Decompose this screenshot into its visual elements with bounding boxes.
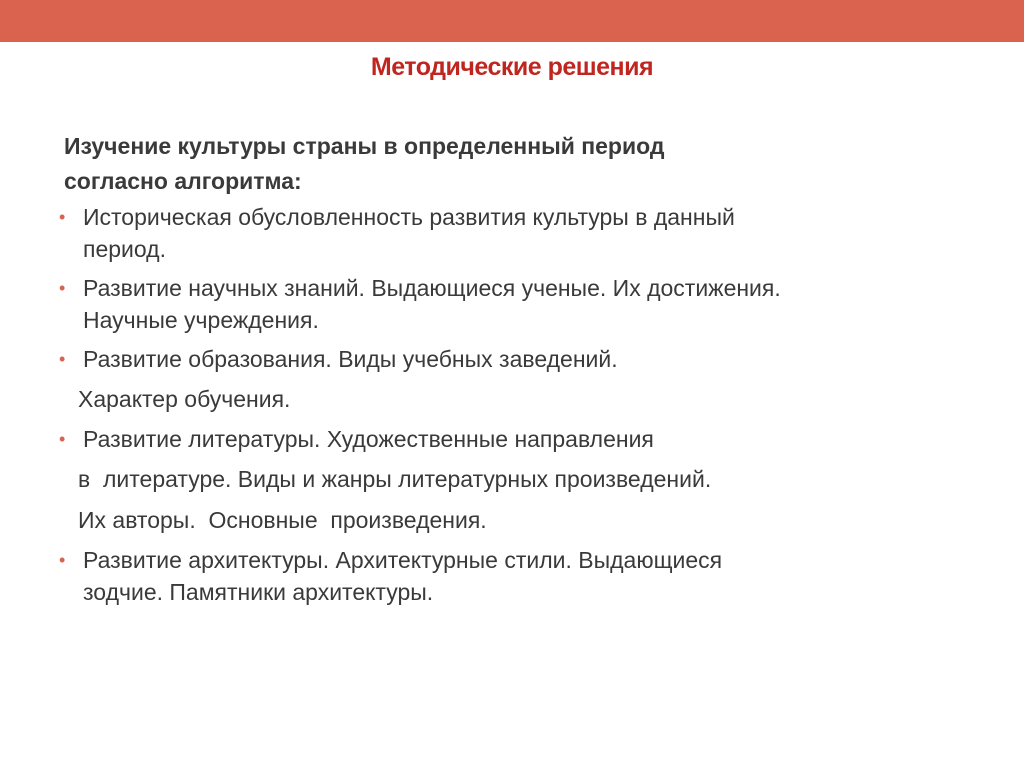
bullet-item-education xyxy=(59,343,964,375)
bullet-item-architecture xyxy=(59,544,964,608)
bullet-text-line: период. xyxy=(83,236,166,262)
continuation-line: в литературе. Виды и жанры литературных произведений. xyxy=(78,466,712,492)
bullet-item-science xyxy=(59,272,964,336)
continuation-line: Характер обучения. xyxy=(78,386,291,412)
bullet-text-line: Развитие научных знаний. Выдающиеся ученые. Их достижения. xyxy=(83,275,781,301)
bullet-item-history xyxy=(59,201,964,265)
bullet-text-line: Развитие образования. Виды учебных заведений. xyxy=(83,346,618,372)
bullet-icon: • xyxy=(59,550,66,570)
continuation-line: Их авторы. Основные произведения. xyxy=(78,507,487,533)
slide-title: Методические решения xyxy=(370,53,654,81)
bullet-icon: • xyxy=(59,207,66,227)
bullet-text-line: Развитие литературы. Художественные направления xyxy=(83,426,654,452)
top-accent-bar xyxy=(0,0,1024,42)
slide-content xyxy=(59,129,964,615)
bullet-text-line: Историческая обусловленность развития культуры в данный xyxy=(83,204,735,230)
bullet-icon: • xyxy=(59,429,66,449)
intro-line-1: Изучение культуры страны в определенный период xyxy=(64,133,665,159)
bullet-icon: • xyxy=(59,278,66,298)
bullet-text-line: зодчие. Памятники архитектуры. xyxy=(83,579,434,605)
bullet-text-line: Научные учреждения. xyxy=(83,307,319,333)
bullet-item-literature xyxy=(59,423,964,455)
bullet-icon: • xyxy=(59,349,66,369)
intro-line-2: согласно алгоритма: xyxy=(64,168,302,194)
bullet-text-line: Развитие архитектуры. Архитектурные стили. Выдающиеся xyxy=(83,547,723,573)
